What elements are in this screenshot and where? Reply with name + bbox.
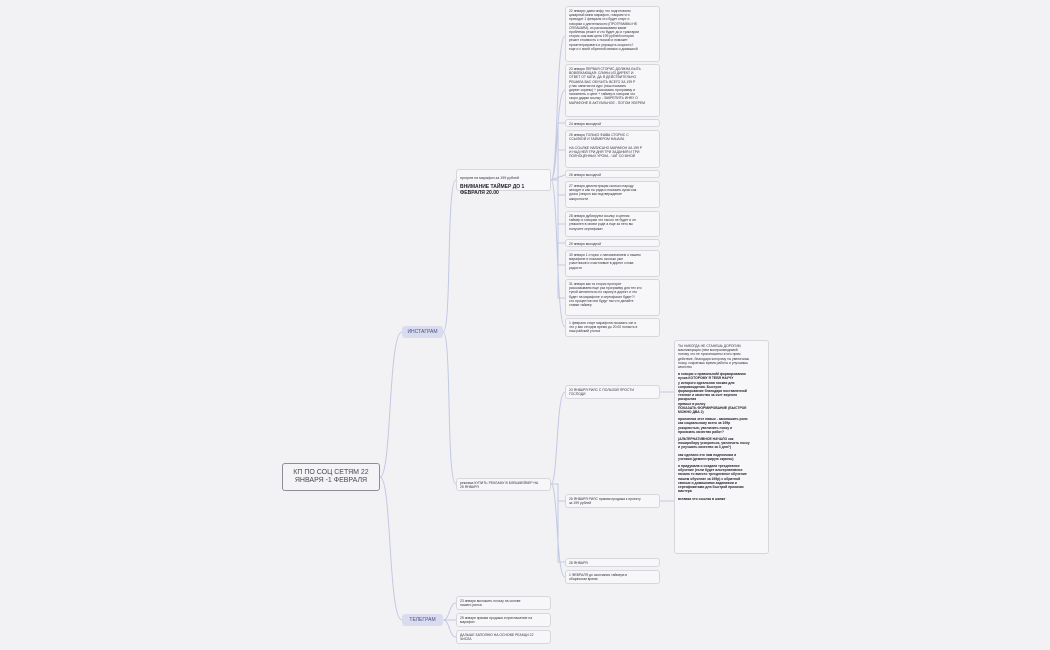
warmup-day-item[interactable]: 24 января выходной bbox=[565, 119, 660, 127]
ads-item[interactable]: 25 ЯНВАРЯ РИЛС прямая продажа к проекту за 199 рублей bbox=[565, 494, 660, 508]
notes-text: пролопнки этот навык - закопашить рилс как социальному всего за 199р ускорюстью, увеличить носку и прокачать качество работ? bbox=[678, 417, 748, 434]
notes-text: как сделали это нам подписчики и ученики (демонстрирую скрины) bbox=[678, 452, 737, 461]
warmup-day-item[interactable]: 27 января демонстрация сколько народу заходит и как ты рада и показать куски как урока (чекрол как подтверждение шкоролости bbox=[565, 181, 660, 208]
notes-paragraph-2 bbox=[678, 417, 765, 434]
connector-instagram-warmup bbox=[443, 180, 456, 332]
notes-paragraph-5 bbox=[678, 464, 765, 493]
notes-paragraph-1 bbox=[678, 372, 765, 414]
telegram-item[interactable]: ДАЛЬШЕ ЗАПОЛНЮ НА ОСНОВЕ РЕАКЦИ 22 ЧИСЛА bbox=[456, 630, 551, 644]
warmup-day-item[interactable]: 29 января выходной bbox=[565, 239, 660, 247]
branch-instagram[interactable]: ИНСТАГРАМ bbox=[402, 326, 443, 338]
notes-text: вставка что ссылка в шапке bbox=[678, 496, 726, 501]
ads-item[interactable]: 28 ЯНВАРЯ bbox=[565, 558, 660, 567]
ads-item[interactable]: 1 ФЕВРАЛЯ до окончания таймера в общинском время bbox=[565, 570, 660, 584]
warmup-day-item[interactable]: 30 января 1 сторис с напоминанием о нашем марафоне и показать сколько уже участников и счастливые в директ слова радости bbox=[565, 250, 660, 277]
connector-telegram-items bbox=[443, 603, 456, 637]
warmup-subtitle: прогрев на марафон за 199 рублей bbox=[460, 176, 519, 181]
warmup-day-item[interactable]: 23 января ПЕРВАЯ СТОРИС ДОЛЖНА БЫТЬ ВОВЛЕКАЮЩАЯ: СЛИНЫ ИЗ ДИРЕКТ И ОТВЕТ ОТ КАТИ, ДА Я ДЕЙСТВИТЕЛЬНО РЕШИЛА ВАС ОБУЧИТЬ ВСЕГО ЗА 199 Р у нас занятия на курс (наш показать директ скрины) + рассказать программу и напомнить о цене + таймер и говорим что скоро дадим ссылку - ЗАКРЕПИТЬ ИНФУ О МАРАФОНЕ В АКТУАЛЬНОЕ - ПОТОМ УБЕРЕМ bbox=[565, 64, 660, 117]
warmup-day-item[interactable]: 26 января выходной bbox=[565, 170, 660, 178]
notes-paragraph-6 bbox=[678, 497, 765, 501]
telegram-item[interactable]: 23 января выложить пользу на основе нашего рилса bbox=[456, 596, 551, 610]
connector-root-instagram bbox=[380, 332, 402, 477]
notes-text: в говорю о правильноМ формировании пучка КОТОРОМУ Я ТЕБЯ НАУЧУ у которого идеальная ноская для сопровождения. Быстрое формирование благодаря поставленной технике и качество за счет верного раскрытия прямые в рилсу ПОКАЗАТЬ ФОРМИРОВАНИЕ (БЫСТРОЕ МОЖНО ДВА 2) bbox=[678, 372, 747, 415]
warmup-day-item[interactable]: 22 января: даем инфу что подготовили цикарный мини марафон, говорим что приходит 1 февраля что будет старт и говорим о длительности (ПРОГРАММЫ НЕ ОПЛАШИМ), из рассказываем какие проблемы решит и что будет до и трактарии сторис: как вам цена 199 рублей которая решит стоимость с ноской и поможет проинтегрировать и упрощить скорость? еще и с моей обратной связью и домашкой bbox=[565, 6, 660, 62]
connector-ads-spine bbox=[551, 392, 565, 577]
warmup-day-item[interactable]: 25 января ТОЛЬКО ФШВА СТОРИС С ССЫЛКОЙ И ТАЙМЕРОМ НАЧАЛА НА ССЫЛКЕ НАПИСАНО МАРАФОН ЗА 199 Р И НАД НЕЙ ТРИ ДНЯ ТРИ ЗАДАНИЯ И ТРИ ПОЛНОЦЕННЫХ УРОКА - ЧАТ СО МНОЙ bbox=[565, 130, 660, 168]
branch-telegram[interactable]: ТЕЛЕГРАМ bbox=[402, 614, 443, 626]
notes-text: (АЛЬТЕРНАТИВНОЕ НАЧАЛО как поширобиру ускориться, увеличить носку и улучшить качество за 3 дня?) bbox=[678, 437, 750, 450]
notes-paragraph-0 bbox=[678, 344, 765, 369]
warmup-day-item[interactable]: 31 января как та сторис прогорит рассказываем еще раз программу для тех кто тупой желательно по скрину в директ и что будет на марафоне и сертификат будет?! сто процентов они будут так что делайте ставки таймер bbox=[565, 279, 660, 316]
reels-script-notes[interactable] bbox=[674, 340, 769, 554]
notes-text: я придумала и создала трехдневное обучение (если будет альтернативное начало то вместо трехдневное обучение пишем обучение за 199р) с обратной связью и домашними заданиями и сертификатами для быстрой прокачки мастера bbox=[678, 464, 747, 494]
telegram-item[interactable]: 25 января прямая продажа и приглашение на марафон bbox=[456, 613, 551, 627]
warmup-node[interactable] bbox=[456, 169, 551, 196]
ads-node[interactable]: реклама КУПИТЬ РЕКЛАМУ В БЛЕШМЕЙКЕР НА 25 ЯНВАРЯ bbox=[456, 478, 551, 491]
warmup-day-item[interactable]: 28 января дублируем ссылку и ценник таймер и говорим что такого не будет и он уникален в своем роде а еще за него вы получите сертификат bbox=[565, 211, 660, 237]
notes-paragraph-4 bbox=[678, 453, 765, 461]
notes-text: ТЫ НИКОГДА НЕ СТАНЕШЬ ДОРОГИМ маьникюрщом (нем воспроизводимой потому что не произношены этого прям действие, благодаря которому ты увеличишь носку, сократишь время работы и улучшишь качество bbox=[678, 344, 750, 370]
root-node[interactable]: КП ПО СОЦ СЕТЯМ 22 ЯНВАРЯ -1 ФЕВРАЛЯ bbox=[282, 463, 380, 491]
ads-item[interactable]: 23 ЯНВАРЯ РИЛС С ПОЛЬЗОЙ ПРОСТИ ГОСПОДИ bbox=[565, 385, 660, 399]
notes-paragraph-3 bbox=[678, 437, 765, 450]
connector-instagram-ads bbox=[443, 332, 456, 484]
connector-root-telegram bbox=[380, 477, 402, 620]
warmup-day-item[interactable]: 1 февраля старт марафона показать чат и что у вас сегодня время до 20.00 попасть в наш райский уголок bbox=[565, 318, 660, 337]
warmup-title: ВНИМАНИЕ ТАЙМЕР ДО 1 ФЕВРАЛЯ 20.00 bbox=[460, 184, 525, 196]
connector-warmup-spine bbox=[551, 36, 565, 327]
